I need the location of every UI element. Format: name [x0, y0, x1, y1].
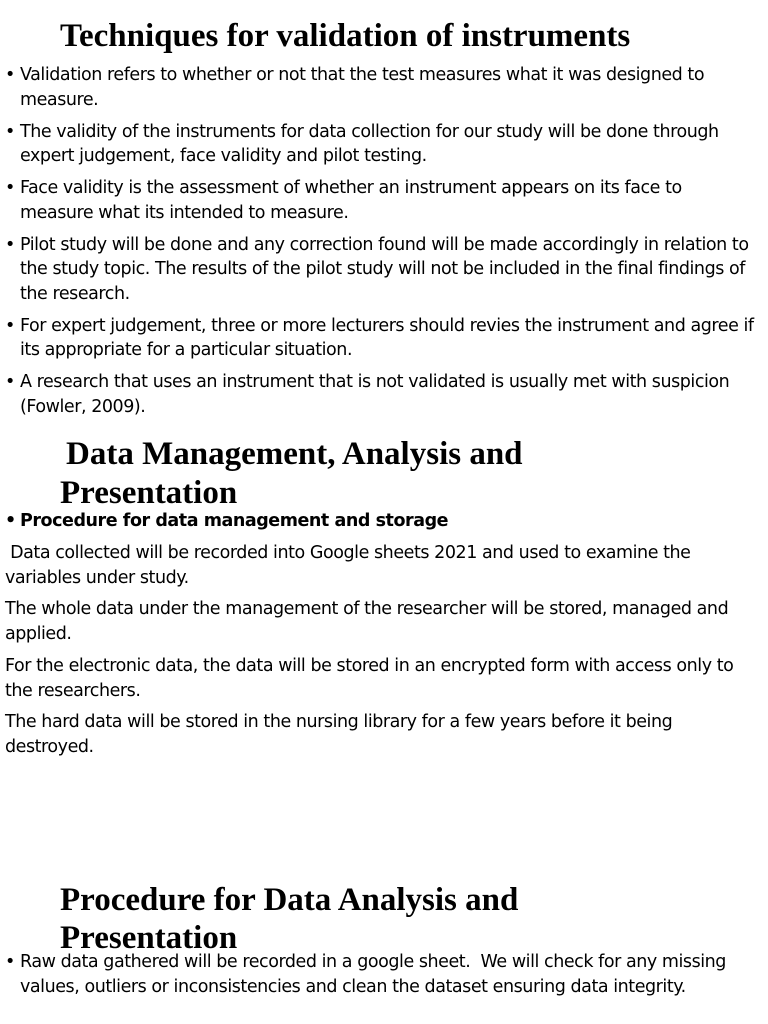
bullet-icon: •	[5, 372, 15, 392]
list-item: • Face validity is the assessment of whether an instrument appears on its face to measure what its intended to measure.	[5, 178, 682, 223]
paragraph: The whole data under the management of the researcher will be stored, managed and applied.	[5, 599, 729, 644]
section-title-data-management-line1: Data Management, Analysis and	[66, 436, 523, 472]
list-item: • A research that uses an instrument that is not validated is usually met with suspicion (Fowler, 2009).	[5, 372, 730, 417]
bullet-icon: •	[5, 952, 15, 972]
paragraph: Data collected will be recorded into Google sheets 2021 and used to examine the variables under study.	[5, 543, 696, 588]
list-item: • Validation refers to whether or not that the test measures what it was designed to measure.	[5, 65, 705, 110]
bullet-icon: •	[5, 65, 15, 85]
list-item: • Procedure for data management and storage	[5, 509, 754, 534]
list-item: • For expert judgement, three or more lecturers should revies the instrument and agree if its appropriate for a particular situation.	[5, 315, 754, 360]
bullet-icon: •	[5, 315, 15, 336]
bullet-icon: •	[5, 121, 15, 142]
data-analysis-bullet-list	[5, 950, 754, 999]
list-item: • Raw data gathered will be recorded in a google sheet. We will check for any missing values, outliers or inconsistencies and clean the dataset ensuring data integrity.	[5, 952, 732, 997]
section-title-validation: Techniques for validation of instruments	[60, 18, 631, 54]
bullet-icon: •	[5, 234, 15, 255]
bullet-icon: •	[5, 511, 16, 531]
paragraph: The hard data will be stored in the nursing library for a few years before it being destroyed.	[5, 712, 673, 757]
section-title-data-analysis-line1: Procedure for Data Analysis and	[60, 882, 519, 918]
list-item: • Pilot study will be done and any correction found will be made accordingly in relation to the study topic. The results of the pilot study will not be included in the final findings of the research.	[5, 234, 749, 304]
list-item: • The validity of the instruments for data collection for our study will be done through expert judgement, face validity and pilot testing.	[5, 121, 719, 166]
paragraph: For the electronic data, the data will be stored in an encrypted form with access only to the researchers.	[5, 656, 734, 701]
section-title-data-management-line2: Presentation	[60, 475, 238, 511]
section-title-data-analysis-line2: Presentation	[60, 920, 238, 956]
bullet-icon: •	[5, 178, 15, 198]
